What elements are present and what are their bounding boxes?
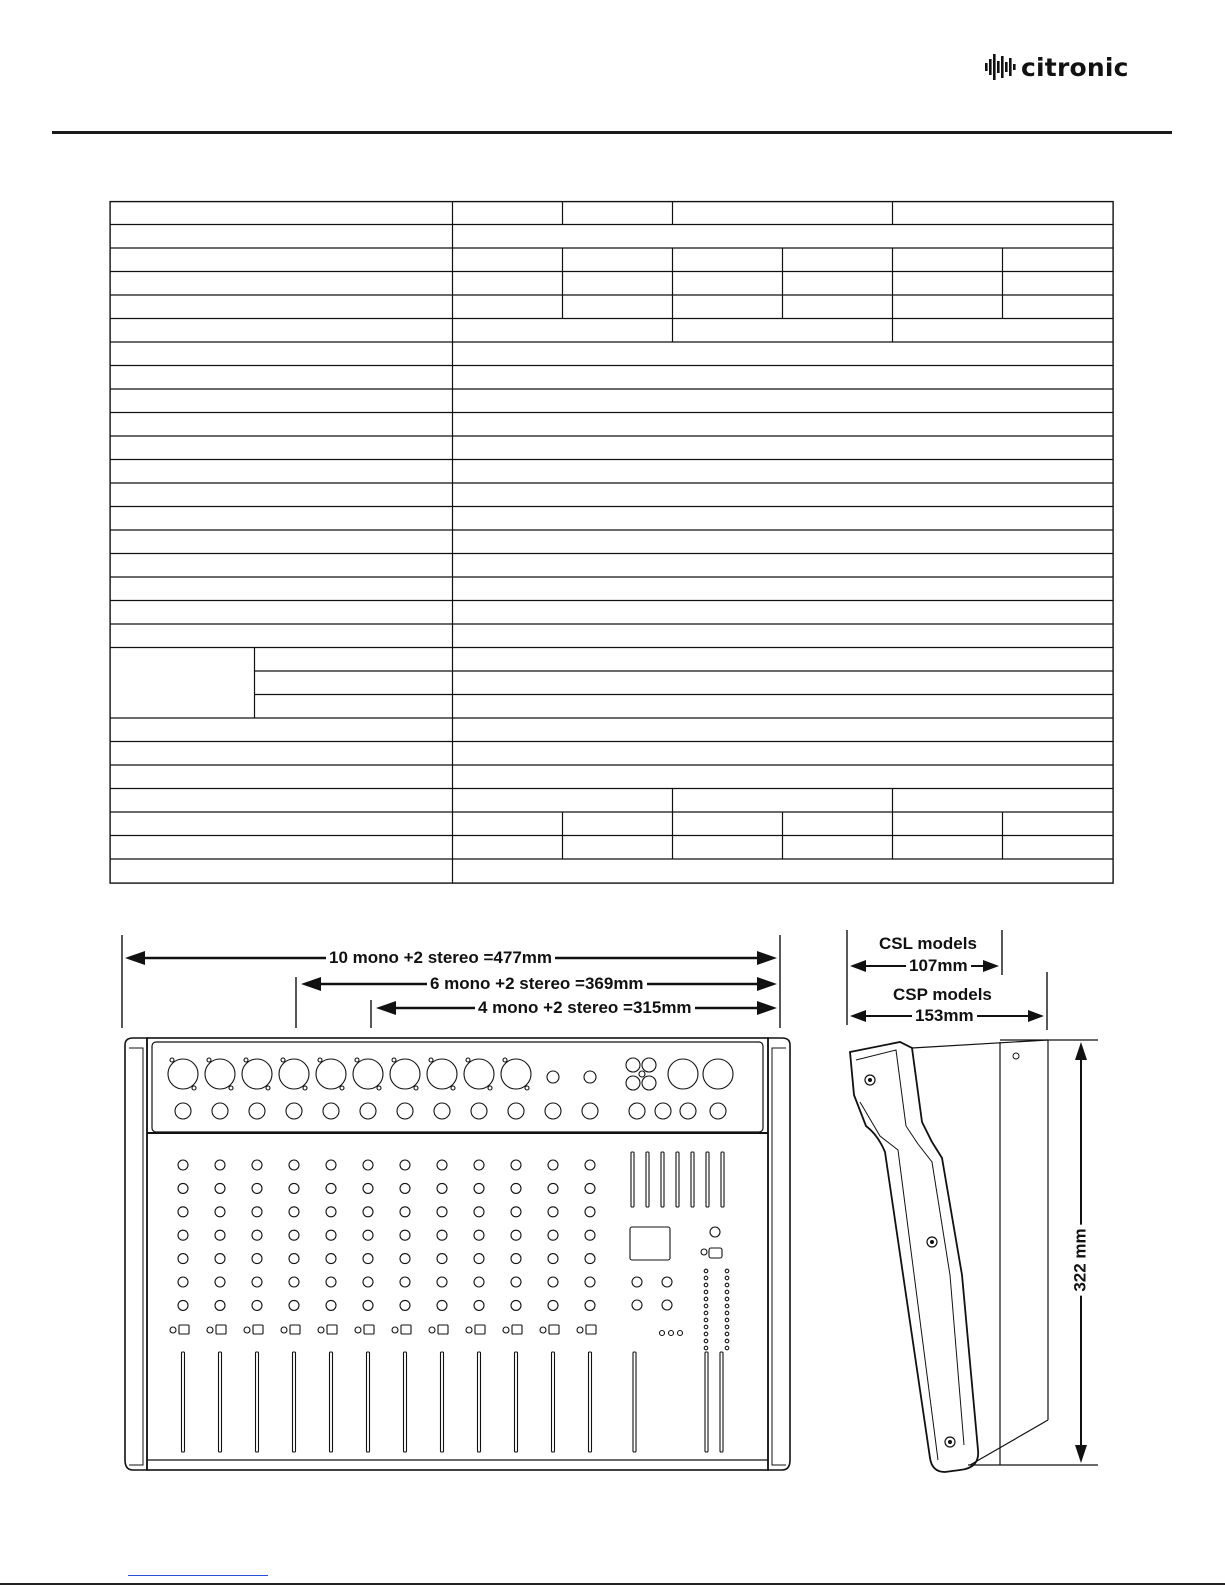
csl-depth-value: 107mm xyxy=(906,956,971,976)
specifications-table xyxy=(104,200,1119,888)
footer-link-underline[interactable] xyxy=(128,1575,268,1576)
width-dimension-6ch: 6 mono +2 stereo =369mm xyxy=(427,974,647,994)
csp-depth-label: CSP models xyxy=(893,985,992,1004)
width-dimension-4ch: 4 mono +2 stereo =315mm xyxy=(475,998,695,1018)
brand-logo xyxy=(985,50,1129,84)
waveform-icon xyxy=(985,52,1017,82)
height-dimension: 322 mm xyxy=(1071,1224,1091,1295)
front-view-drawing xyxy=(115,930,800,1500)
header-rule xyxy=(52,131,1172,134)
csl-depth-label: CSL models xyxy=(879,934,977,953)
mixer-side-outline xyxy=(840,930,1115,1500)
channel-faders xyxy=(182,1152,729,1452)
mixer-front-outline xyxy=(115,930,800,1500)
csp-depth-value: 153mm xyxy=(912,1006,977,1026)
table-grid xyxy=(104,200,1119,884)
side-view-drawing xyxy=(840,930,1115,1500)
brand-name: citronic xyxy=(1021,52,1129,82)
channel-knobs xyxy=(170,1160,672,1334)
input-jacks xyxy=(168,1058,733,1119)
width-dimension-10ch: 10 mono +2 stereo =477mm xyxy=(326,948,555,968)
